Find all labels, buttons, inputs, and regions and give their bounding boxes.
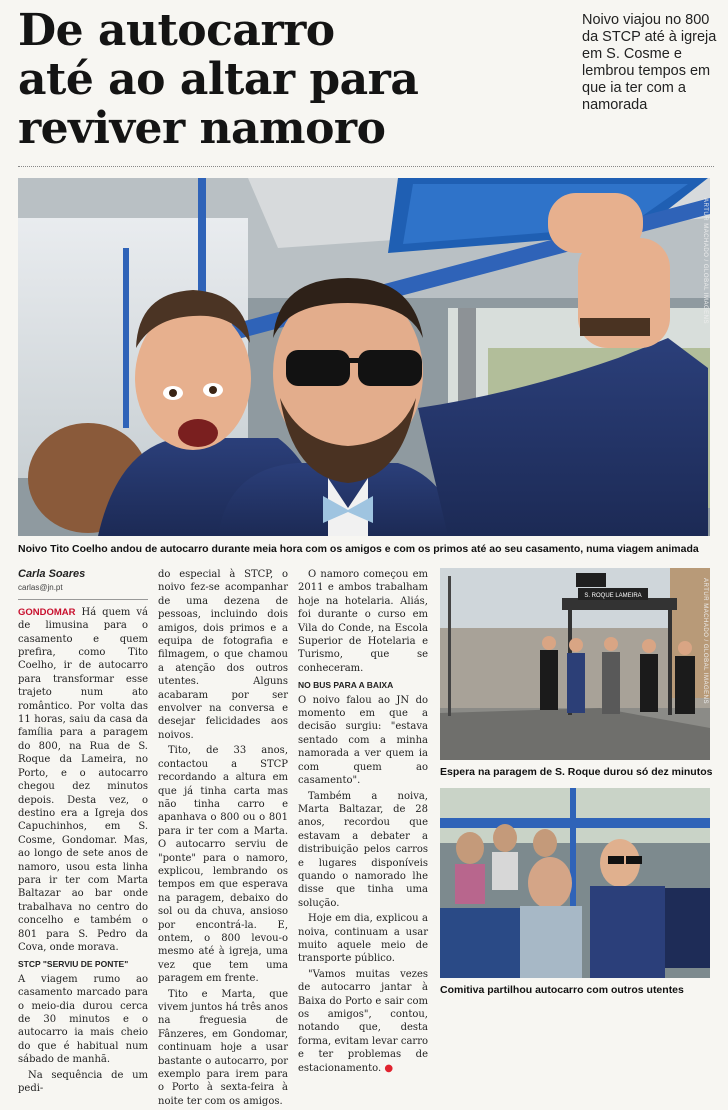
paragraph: Tito, de 33 anos, contactou a STCP recordando a altura em que já tinha carta mas não tinha carro e apanhava o 800 ou o 801 para ir ter com a Marta. O autocarro serviu de "ponte" para o namoro, explicou, lembrando os tempos em que esperava na paragem, debaixo do sol ou da chuva, ansioso por encontrá-la. E, ontem, o 800 levou-o mesmo até à igreja, uma vez que tem uma paragem em frente. bbox=[158, 745, 288, 985]
main-photo bbox=[18, 178, 710, 536]
bus-interior-illustration bbox=[440, 788, 710, 978]
main-photo-illustration bbox=[18, 178, 710, 536]
paragraph: "Vamos muitas vezes de autocarro jantar à Baixa do Porto e sair com os amigos", contou, notando que, desta forma, evitam levar carro e ter problemas de estacionamento. bbox=[298, 968, 428, 1074]
bus-interior-photo bbox=[440, 788, 710, 978]
author-divider bbox=[18, 599, 148, 600]
paragraph: Há quem vá de limusina para o casamento e quem prefira, como Tito Coelho, ir de autocarro para transformar esse trajeto num ato romântico. Por volta das 11 horas, saiu da casa da família para a paragem do 800, na Rua de S. Roque da Lameira, no Porto, e o autocarro chegou dez minutos depois. Desta vez, o destino era a Igreja dos Capuchinhos, em S. Cosme, Gondomar. Mas, ao longo de sete anos de namoro, usou esta linha para ir ter com Marta Baltazar ao bar onde trabalhava no centro do concelho e também o 801 para S. Pedro da Cova, onde morava. bbox=[18, 606, 148, 953]
headline-line-2: até ao altar para bbox=[18, 54, 419, 105]
bus-interior-photo-caption: Comitiva partilhou autocarro com outros utentes bbox=[440, 984, 684, 996]
standfirst: Noivo viajou no 800 da STCP até à igreja em S. Cosme e lembrou tempos em que ia ter com a namorada bbox=[582, 12, 717, 113]
top-divider bbox=[18, 166, 714, 167]
bus-stop-photo-caption: Espera na paragem de S. Roque durou só dez minutos bbox=[440, 766, 713, 778]
paragraph: O namoro começou em 2011 e ambos trabalham hoje na hotelaria. Aliás, foi durante o curso em Vila do Conde, na Escola Superior de Hotelaria e Turismo, que se conheceram. bbox=[298, 569, 428, 674]
paragraph: do especial à STCP, o noivo fez-se acompanhar de uma dezena de pessoas, incluindo dois amigos, dois primos e a equipa de fotografia e filmagem, o que chamou a atenção dos outros utentes. Alguns acabaram por ser envolver na conversa e desejar felicidades aos noivos. bbox=[158, 569, 288, 741]
author-name: Carla Soares bbox=[18, 568, 86, 580]
subheading: STCP "SERVIU DE PONTE" bbox=[18, 959, 129, 970]
end-mark: ● bbox=[384, 1062, 394, 1074]
author-email: carlas@jn.pt bbox=[18, 583, 63, 593]
headline-line-1: De autocarro bbox=[18, 5, 335, 56]
bus-stop-photo-credit: ARTUR MACHADO / GLOBAL IMAGENS bbox=[702, 578, 708, 705]
main-photo-caption: Noivo Tito Coelho andou de autocarro durante meia hora com os amigos e com os primos até ao seu casamento, numa viagem animada bbox=[18, 543, 699, 555]
headline bbox=[18, 6, 538, 153]
headline-line-3: reviver namoro bbox=[18, 103, 386, 154]
paragraph: Hoje em dia, explicou a noiva, continuam a usar muito aquele meio de transporte público. bbox=[298, 913, 428, 965]
location-kicker: GONDOMAR bbox=[18, 606, 76, 618]
article-column-3 bbox=[298, 568, 428, 1077]
subheading: NO BUS PARA A BAIXA bbox=[298, 680, 394, 691]
paragraph: A viagem rumo ao casamento marcado para o meio-dia durou cerca de 30 minutos e o autocarro ia mais cheio do que é habitual num sábado de manhã. bbox=[18, 973, 148, 1066]
paragraph: Na sequência de um pedi- bbox=[18, 1069, 148, 1095]
bus-stop-illustration bbox=[440, 568, 710, 760]
article-column-1 bbox=[18, 568, 148, 1097]
main-photo-credit: ARTUR MACHADO / GLOBAL IMAGENS bbox=[702, 198, 708, 325]
bus-stop-sign: S. ROQUE LAMEIRA bbox=[584, 593, 642, 599]
bus-stop-photo bbox=[440, 568, 710, 760]
paragraph: Tito e Marta, que vivem juntos há três anos na freguesia de Fânzeres, em Gondomar, continuam hoje a usar bastante o autocarro, por exemplo para irem para o Porto à sexta-feira à noite ter com os amigos. bbox=[158, 988, 288, 1107]
paragraph: O noivo falou ao JN do momento em que a decisão surgiu: "estava sentado com a minha namorada a ver quem ia com quem ao casamento". bbox=[298, 694, 428, 787]
paragraph: Também a noiva, Marta Baltazar, de 28 anos, recordou que estavam a debater a distribuição pelos carros e lugares disponíveis quando o namorado lhe disse que tinha uma solução. bbox=[298, 790, 428, 909]
article-column-2 bbox=[158, 568, 288, 1110]
